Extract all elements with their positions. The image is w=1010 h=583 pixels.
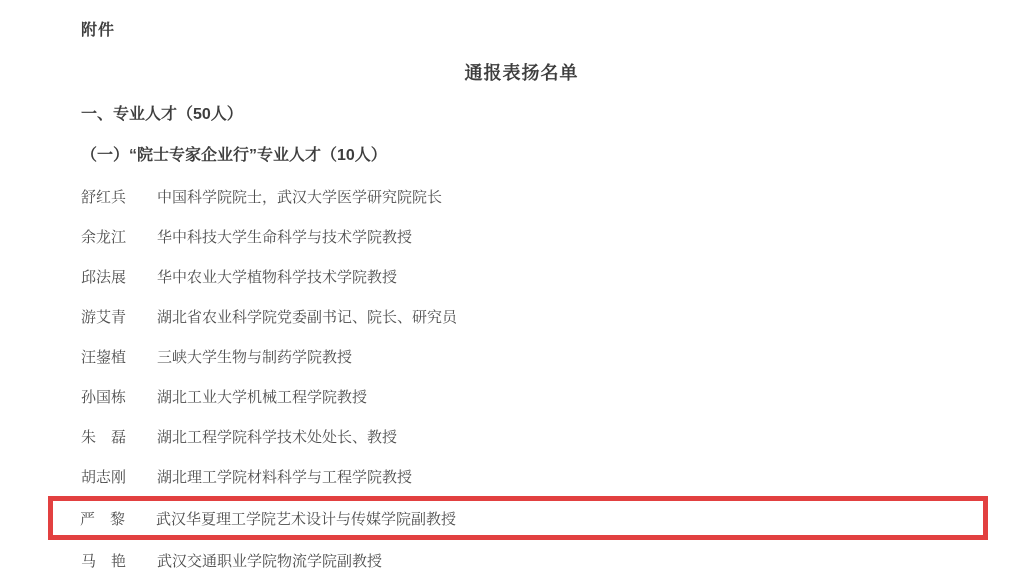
list-item [81, 256, 1010, 296]
subsection-heading: （一）“院士专家企业行”专业人才（10人） [81, 147, 387, 164]
person-name: 汪鋆植 [81, 348, 127, 366]
document-title: 通报表扬名单 [464, 63, 579, 83]
person-description: 武汉华夏理工学院艺术设计与传媒学院副教授 [156, 510, 457, 528]
person-name: 游艾青 [81, 308, 127, 326]
person-name: 孙国栋 [81, 388, 127, 406]
person-name: 马 艳 [81, 552, 127, 570]
list-item [81, 336, 1010, 376]
person-description: 华中科技大学生命科学与技术学院教授 [157, 228, 413, 246]
list-item [81, 176, 1010, 216]
attachment-label: 附件 [81, 22, 116, 39]
person-description: 华中农业大学植物科学技术学院教授 [157, 268, 398, 286]
person-name: 严 黎 [80, 510, 126, 528]
list-item [81, 540, 1010, 580]
person-description: 中国科学院院士，武汉大学医学研究院院长 [157, 188, 443, 206]
list-item [81, 416, 1010, 456]
person-description: 湖北理工学院材料科学与工程学院教授 [157, 468, 413, 486]
person-description: 三峡大学生物与制药学院教授 [157, 348, 353, 366]
person-name: 舒红兵 [81, 188, 127, 206]
person-description: 湖北省农业科学院党委副书记、院长、研究员 [157, 308, 458, 326]
people-list [81, 176, 1010, 580]
list-item [81, 376, 1010, 416]
person-name: 朱 磊 [81, 428, 127, 446]
list-item [81, 216, 1010, 256]
person-name: 邱法展 [81, 268, 127, 286]
list-item [81, 456, 1010, 496]
person-name: 余龙江 [81, 228, 127, 246]
list-item [81, 296, 1010, 336]
person-name: 胡志刚 [81, 468, 127, 486]
person-description: 湖北工程学院科学技术处处长、教授 [157, 428, 398, 446]
section-heading: 一、专业人才（50人） [81, 106, 243, 123]
person-description: 武汉交通职业学院物流学院副教授 [157, 552, 383, 570]
person-description: 湖北工业大学机械工程学院教授 [157, 388, 368, 406]
highlighted-list-item [48, 496, 988, 540]
